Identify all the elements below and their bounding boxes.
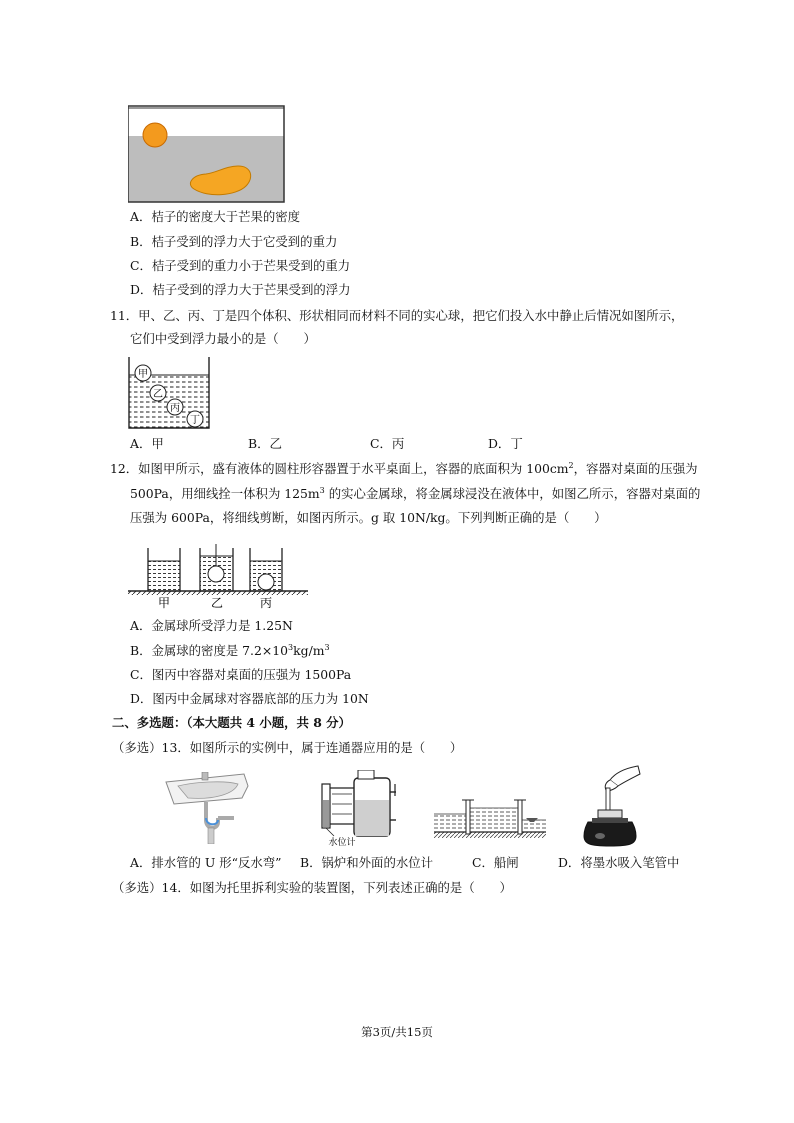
q12-option-b[interactable]: B．金属球的密度是 $7.2\times 10^3kg/m^3$ [130,643,330,658]
q12-figure [128,544,310,610]
q11-figure [128,355,212,431]
q11-stem-line1: 11．甲、乙、丙、丁是四个体积、形状相同而材料不同的实心球，把它们投入水中静止后情况如图所示， [110,308,684,323]
q12-stem-line1: 12．如图甲所示，盛有液体的圆柱形容器置于水平桌面上，容器的底面积为 $100cm^2$，容器对桌面的压强为 [110,461,698,476]
q13-option-c[interactable]: C．船闸 [472,855,519,870]
water-gauge-label: 水位计 [328,838,356,848]
ball-ding-label: 丁 [190,415,200,426]
q13-option-a[interactable]: A．排水管的 U 形“反水弯” [130,855,282,870]
q10-option-a[interactable]: A．桔子的密度大于芒果的密度 [130,209,301,224]
q10-option-b[interactable]: B．桔子受到的浮力大于它受到的重力 [130,234,338,249]
ball-bing-label: 丙 [170,403,180,414]
fig-label-bing: 丙 [259,596,273,610]
q14-stem: （多选）14．如图为托里拆利实验的装置图，下列表述正确的是（ ） [112,880,512,895]
q13-option-d[interactable]: D．将墨水吸入笔管中 [558,855,680,870]
q11-stem-line2: 它们中受到浮力最小的是（ ） [130,331,316,346]
q12-option-a[interactable]: A．金属球所受浮力是 1.25N [130,618,293,633]
ball-yi-label: 乙 [153,389,163,400]
q12-option-d[interactable]: D．图丙中金属球对容器底部的压力为 10N [130,691,369,706]
q11-option-b[interactable]: B．乙 [248,436,282,451]
q10-figure [128,104,288,204]
q13-option-b[interactable]: B．锅炉和外面的水位计 [300,855,434,870]
q11-option-c[interactable]: C．丙 [370,436,405,451]
q12-stem-line2: 500Pa，用细线拴一体积为 $125m^3$ 的实心金属球，将金属球浸没在液体中，如图乙所示，容器对桌面的 [130,486,701,501]
section-title: 二、多选题：（本大题共 4 小题，共 8 分） [112,715,351,730]
fig-label-yi: 乙 [210,596,224,610]
q13-sink-figure [164,772,250,844]
q11-option-a[interactable]: A．甲 [130,436,164,451]
ball-jia-label: 甲 [138,369,148,380]
q10-option-c[interactable]: C．桔子受到的重力小于芒果受到的重力 [130,258,351,273]
fig-label-jia: 甲 [157,596,171,610]
q13-boiler-figure [316,770,402,848]
q13-lock-figure [434,794,546,844]
q12-option-c[interactable]: C．图丙中容器对桌面的压强为 1500Pa [130,667,352,682]
q12-stem-line3: 压强为 600Pa，将细线剪断，如图丙所示。g 取 10N/kg。下列判断正确的是（ ） [130,510,607,525]
q13-stem: （多选）13．如图所示的实例中，属于连通器应用的是（ ） [112,740,463,755]
q10-option-d[interactable]: D．桔子受到的浮力大于芒果受到的浮力 [130,282,351,297]
orange-icon [143,123,167,147]
page-footer: 第3页/共15页 [361,1025,433,1039]
q11-option-d[interactable]: D．丁 [488,436,523,451]
q13-ink-figure [580,764,642,848]
